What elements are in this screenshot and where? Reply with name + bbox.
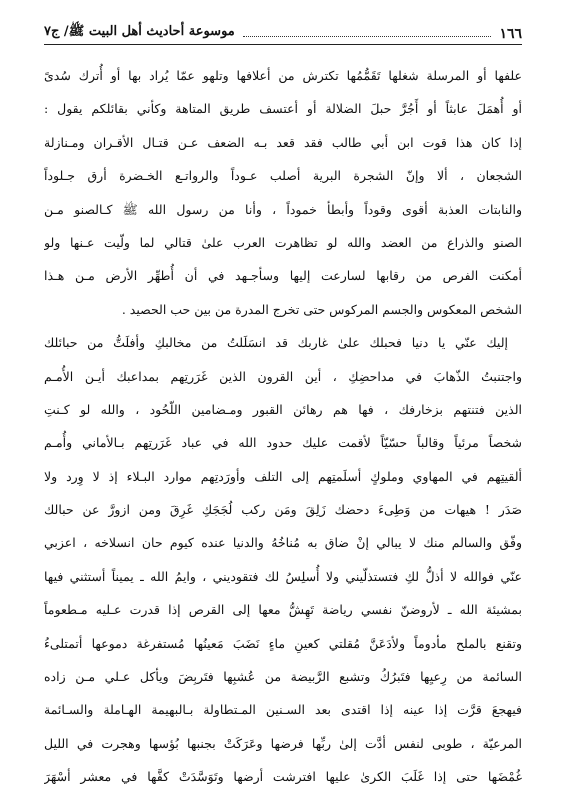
text-line: إليك عنّي يا دنيا فحبلك علىٰ غاربك قد انسَلَلتُ من مخالبكِ وأفلَتُّ من حبائلك [44, 335, 508, 351]
text-line: الذين فتنتهم بزخارفك ، فها هم رهائن القبور ومـضامين اللّحُود ، والله لو كـنتِ [44, 401, 522, 417]
text-line: أو أُهمَلَ عابثاً أو أَجُرَّ حبلَ الضلالة أو أعتسف طريق المتاهة وكأني بقائلكم يقول : [44, 101, 522, 117]
text-line: واجتنبتُ الذّهابَ في مداحضِكِ ، أين القرون الذين غَرَرتِهم بمداعبك أيـن الأُمـم [44, 368, 522, 384]
text-line: ألقيتِهم في المهاوي وملوكٍ أسلَمتِهم إلى التلف وأورَدتِهم موارد البـلاء إذ لا وِرد ولا [44, 468, 522, 484]
book-page [44, 18, 522, 785]
text-line: غُمْضَها حتى إذا غَلَبَ الكرىٰ عليها افترشت أرضها وتَوَسَّدَتْ كفَّها في معشر أسْهَرَ [44, 769, 522, 785]
text-line: وتقنع بالملح مأدوماً ولأدَعَنَّ مُقلتي كعينِ ماءٍ نَضَبَ مَعينُها مُستفرغة دموعها أتمتلىءُ [44, 635, 522, 651]
page-header [44, 18, 522, 45]
text-line: والنابتات العذبة أقوى وقوداً وأبطأ خموداً ، وأنا من رسول الله ﷺ كـالصنو مـن [44, 201, 522, 217]
header-dotted-leader [243, 36, 492, 37]
text-line: الصنو والذراع من العضد والله لو تظاهرت العرب علىٰ قتالي لما ولّيت عـنها ولو [44, 234, 522, 250]
text-line: فيهجعَ قرَّت إذا عينه إذا اقتدى بعد السـنين المـتطاولة بـالبهيمة الهـاملة والسـائمة [44, 702, 522, 718]
text-line: السائمة من رِعيِها فتَبرُكُ وتشبع الرَّبيضة من عُشبِها فتَربِضَ ويأكل عـلي مـن زاده [44, 669, 522, 685]
text-line: شخصاً مرئياً وقالباً حسّيّاً لأقمت عليك حدود الله في عباد غَرَرتِهم بـالأماني وأُمـم [44, 435, 522, 451]
text-line: عنّي فوالله لا أذلُّ لكِ فتستذلّيني ولا أُسلِسُ لك فتقوديني ، وايمُ الله ـ يميناً أستثني فيها [44, 568, 522, 584]
text-line: الشجعان ، ألا وإنّ الشجرة البرية أصلب عـوداً والرواتـع الخـضرة أرق جـلوداً [44, 168, 522, 184]
text-line: الشخص المعكوس والجسم المركوس حتى تخرج المدرة من بين حب الحصيد . [121, 301, 522, 317]
text-line: أمكنت الفرص من رقابها لسارعت إليها وسأجـهد في أن أُطهِّر الأرض مـن هـذا [44, 268, 522, 284]
running-title: موسوعة أحاديث أهل البيت ﷺ/ ج٧ [44, 24, 235, 39]
text-line: علفها أو المرسلة شغلها تَقَمُّمُها تكترش من أعلافها وتلهو عمّا يُراد بها أو أُترك سُدىً [44, 68, 522, 83]
text-line: المرعيّة ، طوبى لنفس أدَّت إلىٰ ربِّها فرضها وعَرَكَتْ بجنبها بُؤسها وهجرت في الليل [44, 735, 522, 751]
body-text [44, 59, 522, 794]
text-line: إذا كان هذا قوت ابن أبي طالب فقد قعد بـه الضعف عـن قتـال الأقـران ومـنازلة [44, 134, 522, 150]
text-line: بمشيئة الله ـ لأروضنّ نفسي رياضة تَهِشُّ معها إلى القرص إذا قدرت عـليه مـطعوماً [44, 602, 522, 618]
text-line: وفّق والسالم منك لا يبالي إنْ ضاق به مُناخُهُ والدنيا عنده كيوم حان انسلاخه ، اعزبي [44, 535, 522, 551]
page-number: ١٦٦ [499, 26, 522, 42]
text-line: صَدَر ! هيهات من وَطِىءَ دحضك زَلِقَ ومَن ركب لُجَجَكِ غَرِقَ ومن ازورَّ عن حبالك [44, 502, 522, 518]
